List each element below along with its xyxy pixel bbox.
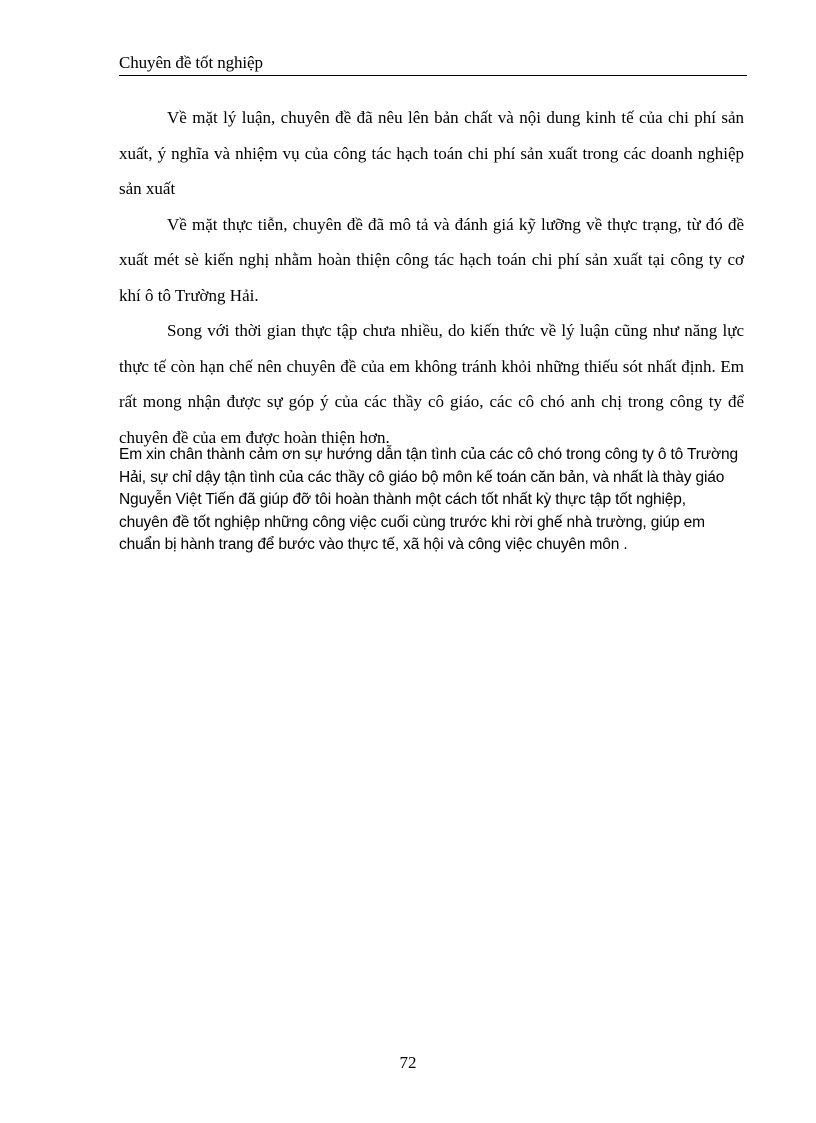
body-text xyxy=(119,100,744,455)
header-title: Chuyên đề tốt nghiệp xyxy=(119,53,263,72)
page-number: 72 xyxy=(399,1053,417,1072)
paragraph-theory: Về mặt lý luận, chuyên đề đã nêu lên bản chất và nội dung kinh tế của chi phí sản xuất, ý nghĩa và nhiệm vụ của công tác hạch toán chi phí sản xuất trong các doanh nghiệp sản xuất xyxy=(119,108,744,198)
paragraph-acknowledgement: Em xin chân thành cảm ơn sự hướng dẫn tận tình của các cô chó trong công ty ô tô Trường Hải, sự chỉ dậy tận tình của các thầy cô giáo bộ môn kế toán căn bản, và nhất là thày giáo Nguyễn Việt Tiến đã giúp đỡ tôi hoàn thành một cách tốt nhất kỳ thực tập tốt nghiệp, chuyên đề tốt nghiệp những công việc cuối cùng trước khi rời ghế nhà trường, giúp em chuẩn bị hành trang để bước vào thực tế, xã hội và công việc chuyên môn . xyxy=(119,446,738,553)
paragraph-practice: Về mặt thực tiễn, chuyên đề đã mô tả và đánh giá kỹ lưỡng về thực trạng, từ đó đề xuất mét sè kiến nghị nhằm hoàn thiện công tác hạch toán chi phí sản xuất tại công ty cơ khí ô tô Trường Hải. xyxy=(119,214,744,305)
page-header xyxy=(119,52,747,76)
paragraph-limitations: Song với thời gian thực tập chưa nhiều, do kiến thức về lý luận cũng như năng lực thực tế còn hạn chế nên chuyên đề của em không tránh khỏi những thiếu sót nhất định. Em rất mong nhận được sự góp ý của các thầy cô giáo, các cô chó anh chị trong công ty để chuyên đề của em được hoàn thiện hơn. xyxy=(119,321,744,447)
